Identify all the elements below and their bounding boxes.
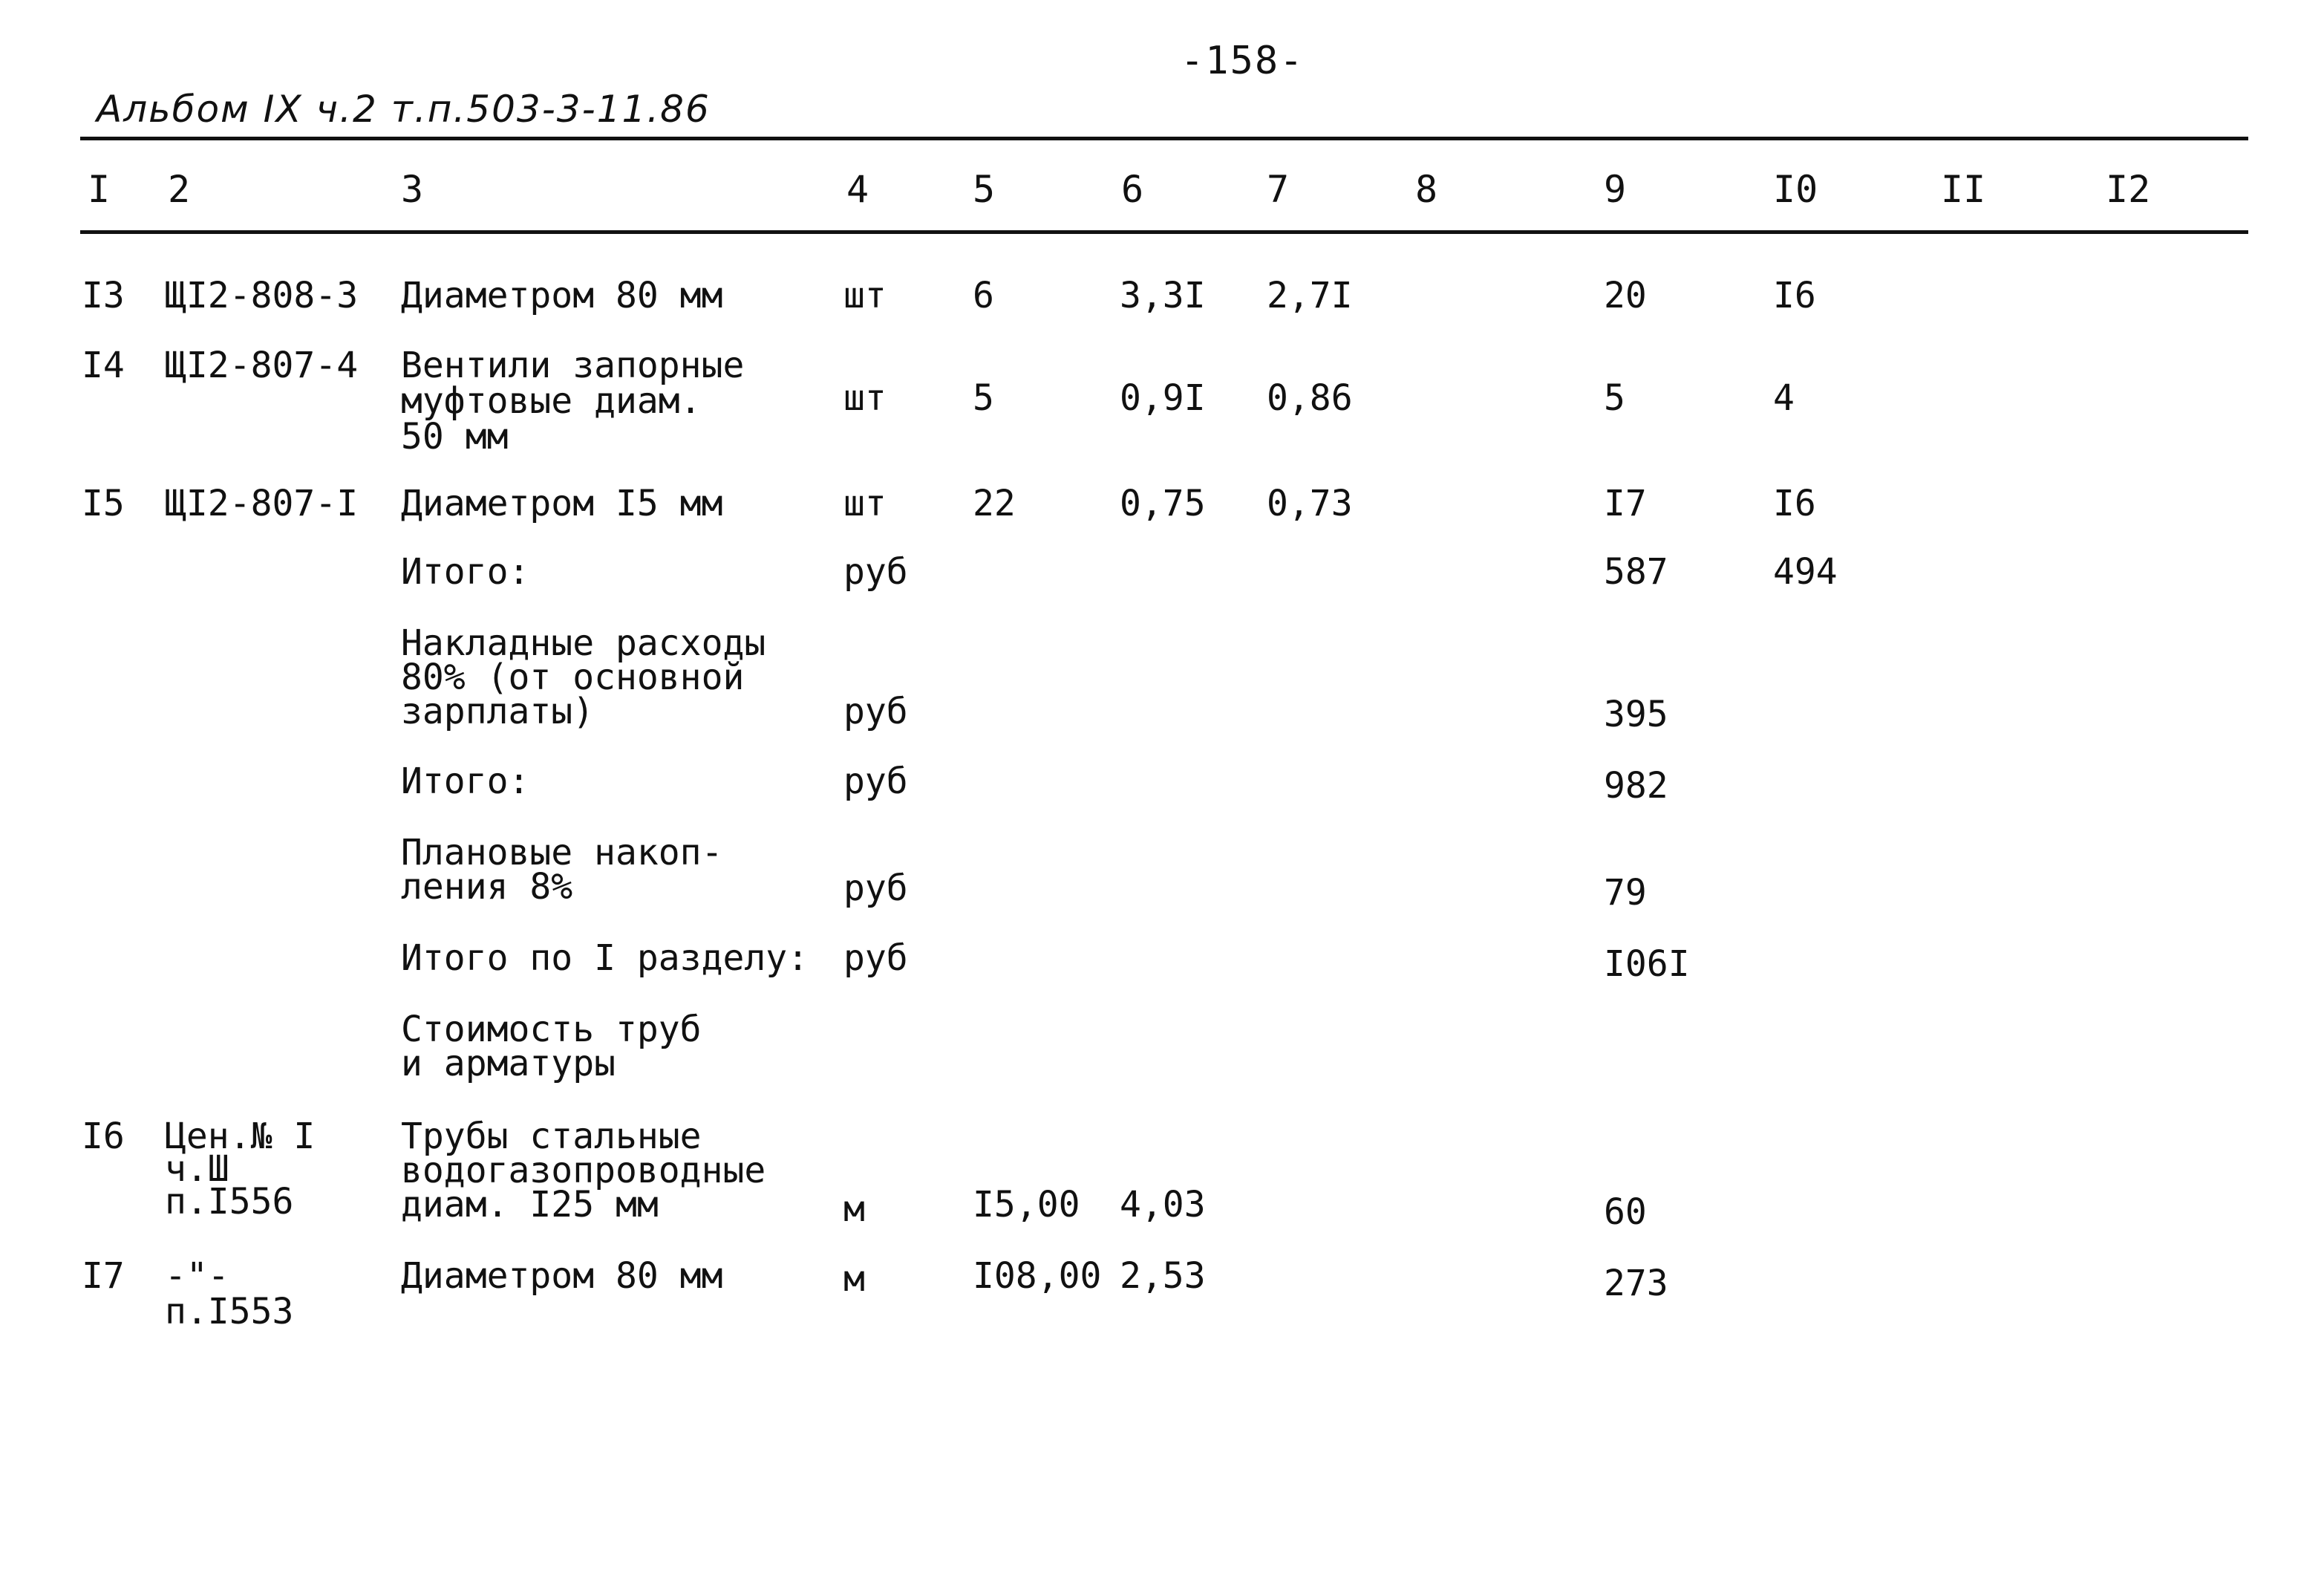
item-name-line: 50 мм [401,416,509,458]
page-number: -158- [1181,39,1305,83]
quantity: I08,00 [973,1255,1102,1297]
item-name-line: Накладные расходы [401,622,766,664]
item-name-line: Стоимость труб [401,1009,702,1050]
column-number: I0 [1773,168,1818,211]
column-number: I [88,168,111,211]
quantity: 22 [973,483,1016,524]
header-bottom-rule [80,230,2248,234]
album-header: Альбом IX ч.2 т.п.503-3-11.86 [97,88,711,131]
row-number: I5 [82,483,125,524]
rate-code: ЩI2-807-4 [165,345,359,386]
item-name-line: Плановые накоп- [401,832,723,873]
quantity: I5,00 [973,1184,1080,1225]
col10-value: 4 [1773,377,1795,419]
col6-value: 3,3I [1120,275,1206,316]
col9-value: 20 [1604,275,1647,316]
col9-value: 395 [1604,694,1668,735]
item-name-line: Диаметром I5 мм [401,483,723,524]
col9-value: 5 [1604,377,1625,419]
header-top-rule [80,137,2248,140]
col6-value: 2,53 [1120,1255,1206,1297]
col9-value: 587 [1604,551,1668,593]
item-name-line: ления 8% [401,866,573,908]
rate-code-line: п.I553 [165,1291,294,1332]
rate-code: ЩI2-807-I [165,483,359,524]
unit: шт [843,377,887,419]
unit: руб [843,937,908,979]
col9-value: I7 [1604,483,1647,524]
col6-value: 0,9I [1120,377,1206,419]
item-name-line: Вентили запорные [401,345,745,386]
unit: руб [843,867,908,909]
col7-value: 2,7I [1267,275,1353,316]
column-number: I2 [2106,168,2151,211]
column-number: 6 [1121,168,1144,211]
rate-code-line: п.I556 [165,1181,294,1222]
column-number: 8 [1415,168,1438,211]
column-number: 4 [846,168,869,211]
col10-value: 494 [1773,551,1838,593]
item-name-line: муфтовые диам. [401,380,702,422]
col6-value: 0,75 [1120,483,1206,524]
rate-code-line: ч.Ш [165,1148,229,1190]
col9-value: I06I [1604,943,1690,985]
unit: шт [843,483,887,524]
rate-code-line: -"- [165,1255,229,1297]
column-number: 2 [168,168,191,211]
col9-value: 79 [1604,872,1647,914]
quantity: 6 [973,275,994,316]
unit: шт [843,275,887,316]
item-name-line: 80% (от основной [401,657,745,698]
rate-code: ЩI2-808-3 [165,275,359,316]
col9-value: 273 [1604,1263,1668,1304]
item-name-line: диам. I25 мм [401,1184,659,1225]
col9-value: 982 [1604,765,1668,807]
quantity: 5 [973,377,994,419]
item-name-line: Диаметром 80 мм [401,275,723,316]
item-name-line: Трубы стальные [401,1116,702,1157]
col7-value: 0,86 [1267,377,1353,419]
unit: руб [843,761,908,802]
column-number: 7 [1267,168,1290,211]
col9-value: 60 [1604,1191,1647,1233]
item-name-line: и арматуры [401,1043,616,1084]
unit: руб [843,551,908,593]
column-number: 9 [1604,168,1627,211]
col6-value: 4,03 [1120,1184,1206,1225]
item-name-line: Итого: [401,551,530,593]
col7-value: 0,73 [1267,483,1353,524]
item-name-line: водогазопроводные [401,1150,766,1191]
column-number: II [1941,168,1986,211]
unit: м [843,1258,865,1300]
column-number: 5 [973,168,996,211]
item-name-line: Итого по I разделу: [401,937,809,979]
unit: руб [843,691,908,732]
row-number: I4 [82,345,125,386]
rate-code-line: Цен.№ I [165,1116,316,1157]
item-name-line: Итого: [401,761,530,802]
col10-value: I6 [1773,483,1816,524]
item-name-line: зарплаты) [401,691,595,732]
row-number: I6 [82,1116,125,1157]
row-number: I3 [82,275,125,316]
unit: м [843,1188,865,1230]
item-name-line: Диаметром 80 мм [401,1255,723,1297]
row-number: I7 [82,1255,125,1297]
column-number: 3 [401,168,424,211]
col10-value: I6 [1773,275,1816,316]
